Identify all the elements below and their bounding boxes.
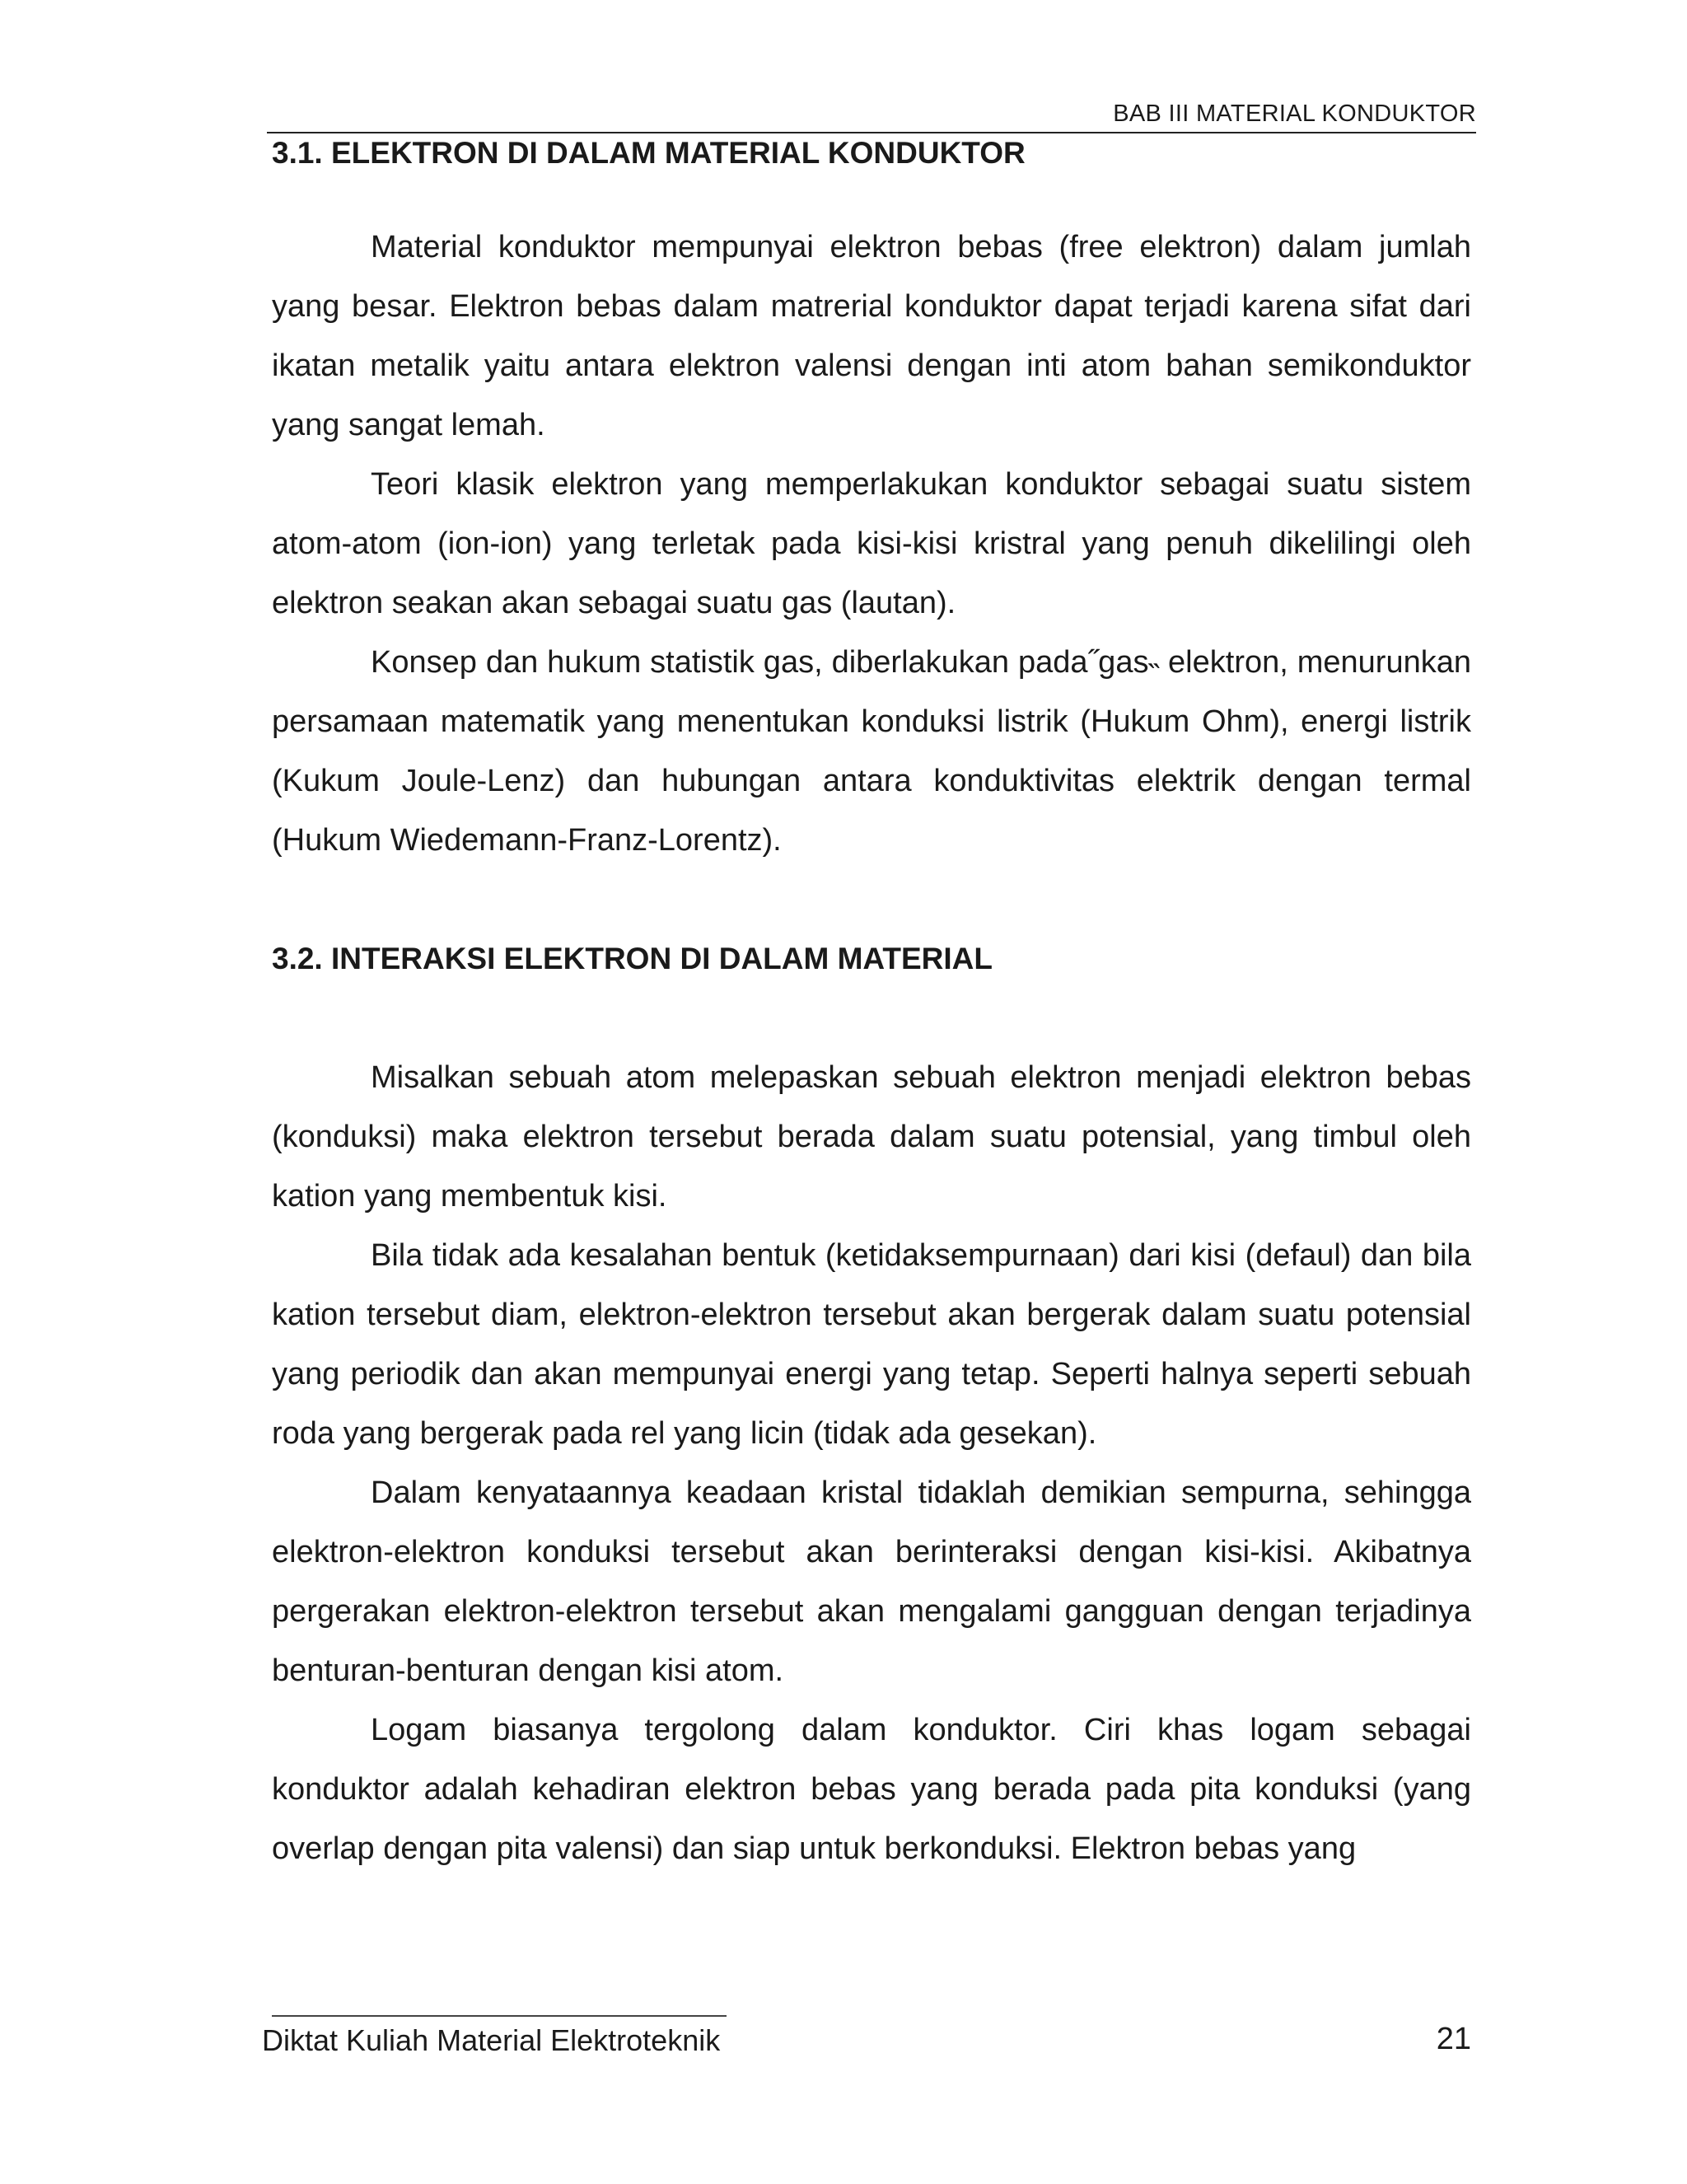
paragraph: Teori klasik elektron yang memperlakukan konduktor sebagai suatu sistem atom-atom (ion-ion) yang terletak pada kisi-kisi kristral yang penuh dikelilingi oleh elektron seakan akan sebagai suatu gas (lautan). bbox=[272, 467, 1471, 620]
paragraph: Dalam kenyataannya keadaan kristal tidaklah demikian sempurna, sehingga elektron-elektron konduksi tersebut akan berinteraksi dengan kisi-kisi. Akibatnya pergerakan elektron-elektron tersebut akan mengalami gangguan dengan terjadinya benturan-benturan dengan kisi atom. bbox=[272, 1475, 1471, 1688]
paragraph: Misalkan sebuah atom melepaskan sebuah elektron menjadi elektron bebas (konduksi) maka elektron tersebut berada dalam suatu potensial, yang timbul oleh kation yang membentuk kisi. bbox=[272, 1060, 1471, 1214]
page-number: 21 bbox=[1436, 2022, 1471, 2056]
section-heading-3-1: 3.1. ELEKTRON DI DALAM MATERIAL KONDUKTOR bbox=[272, 136, 1026, 170]
paragraph: Logam biasanya tergolong dalam konduktor. Ciri khas logam sebagai konduktor adalah kehadiran elektron bebas yang berada pada pita konduksi (yang overlap dengan pita valensi) dan siap untuk berkonduksi. Elektron bebas yang bbox=[272, 1713, 1471, 1866]
section-3-1-body bbox=[272, 217, 1471, 870]
footer-rule bbox=[272, 2015, 727, 2017]
paragraph: Konsep dan hukum statistik gas, diberlakukan pada˝gas˵ elektron, menurunkan persamaan matematik yang menentukan konduksi listrik (Hukum Ohm), energi listrik (Kukum Joule-Lenz) dan hubungan antara konduktivitas elektrik dengan termal (Hukum Wiedemann-Franz-Lorentz). bbox=[272, 645, 1471, 858]
paragraph: Material konduktor mempunyai elektron bebas (free elektron) dalam jumlah yang besar. Elektron bebas dalam matrerial konduktor dapat terjadi karena sifat dari ikatan metalik yaitu antara elektron valensi dengan inti atom bahan semikonduktor yang sangat lemah. bbox=[272, 230, 1471, 442]
section-3-2-body bbox=[272, 1048, 1471, 1878]
section-heading-3-2: 3.2. INTERAKSI ELEKTRON DI DALAM MATERIAL bbox=[272, 942, 993, 975]
paragraph: Bila tidak ada kesalahan bentuk (ketidaksempurnaan) dari kisi (defaul) dan bila kation tersebut diam, elektron-elektron tersebut akan bergerak dalam suatu potensial yang periodik dan akan mempunyai energi yang tetap. Seperti halnya seperti sebuah roda yang bergerak pada rel yang licin (tidak ada gesekan). bbox=[272, 1238, 1471, 1451]
running-header: BAB III MATERIAL KONDUKTOR bbox=[267, 96, 1476, 133]
footer-title: Diktat Kuliah Material Elektroteknik bbox=[262, 2023, 721, 2057]
